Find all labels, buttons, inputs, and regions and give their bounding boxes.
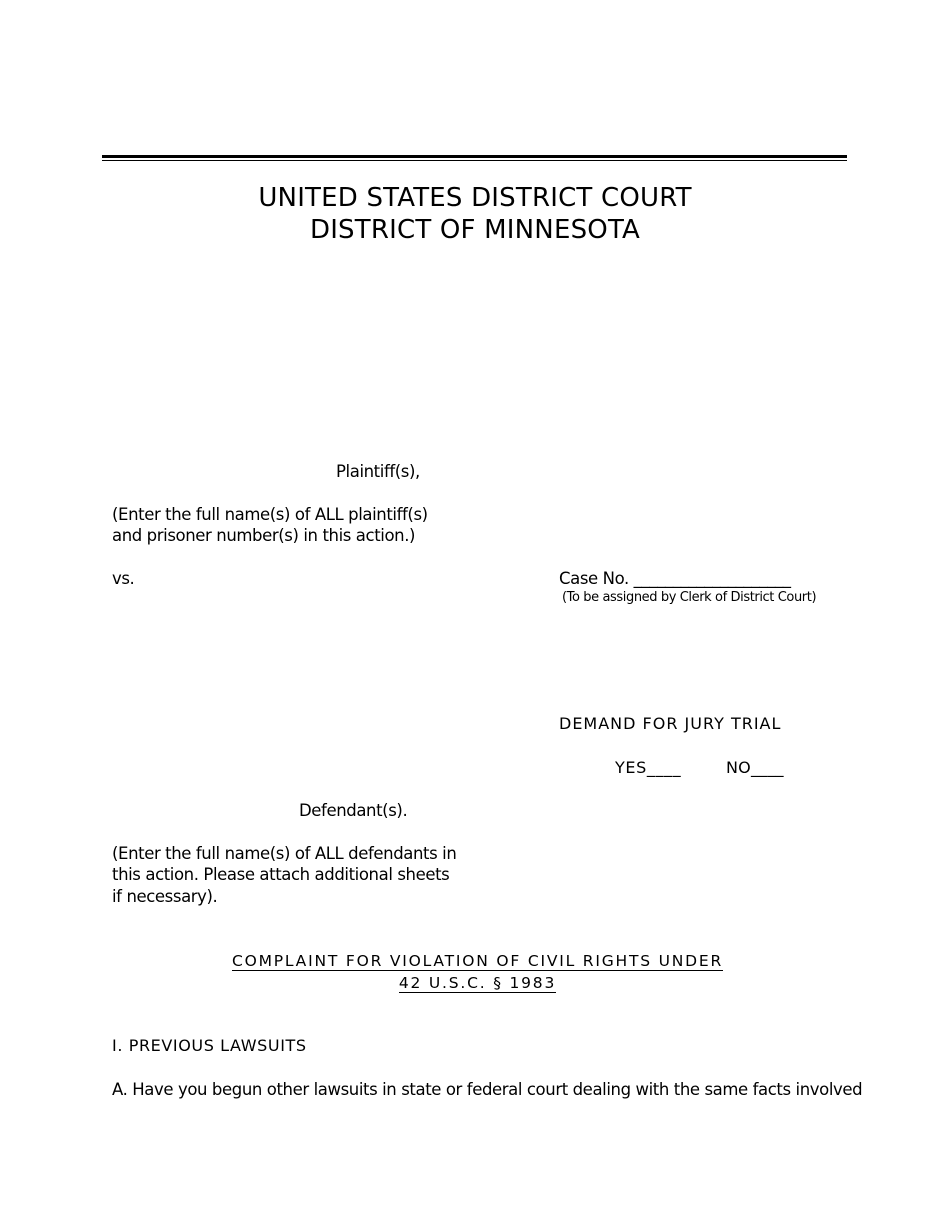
complaint-statute bbox=[0, 972, 950, 994]
plaintiff-instructions-line1: (Enter the full name(s) of ALL plaintiff(s) bbox=[112, 505, 428, 524]
defendant-instructions-line3: if necessary). bbox=[112, 887, 218, 906]
court-name: UNITED STATES DISTRICT COURT bbox=[258, 183, 692, 213]
court-district: DISTRICT OF MINNESOTA bbox=[309, 215, 641, 245]
header-rule-thick bbox=[102, 155, 847, 158]
case-number-note: (To be assigned by Clerk of District Court) bbox=[562, 590, 817, 605]
header-rule-thin bbox=[102, 160, 847, 161]
jury-no-option: NO____ bbox=[726, 758, 784, 777]
section-previous-lawsuits-heading: I. PREVIOUS LAWSUITS bbox=[112, 1036, 307, 1055]
question-a: A. Have you begun other lawsuits in state or federal court dealing with the same facts involved bbox=[112, 1080, 863, 1099]
jury-trial-title: DEMAND FOR JURY TRIAL bbox=[559, 714, 782, 733]
complaint-title-line1: COMPLAINT FOR VIOLATION OF CIVIL RIGHTS UNDER bbox=[231, 952, 724, 970]
defendant-instructions-line1: (Enter the full name(s) of ALL defendants in bbox=[112, 844, 457, 863]
complaint-title-line2: 42 U.S.C. § 1983 bbox=[398, 974, 557, 992]
defendant-instructions-line2: this action. Please attach additional sheets bbox=[112, 865, 450, 884]
versus-label: vs. bbox=[112, 569, 135, 588]
complaint-title bbox=[0, 950, 950, 972]
plaintiff-instructions-line2: and prisoner number(s) in this action.) bbox=[112, 526, 416, 545]
case-number-field: Case No. ____________________ bbox=[559, 569, 791, 588]
jury-yes-option: YES____ bbox=[615, 758, 682, 777]
defendant-label: Defendant(s). bbox=[299, 801, 408, 820]
plaintiff-label: Plaintiff(s), bbox=[336, 462, 420, 481]
